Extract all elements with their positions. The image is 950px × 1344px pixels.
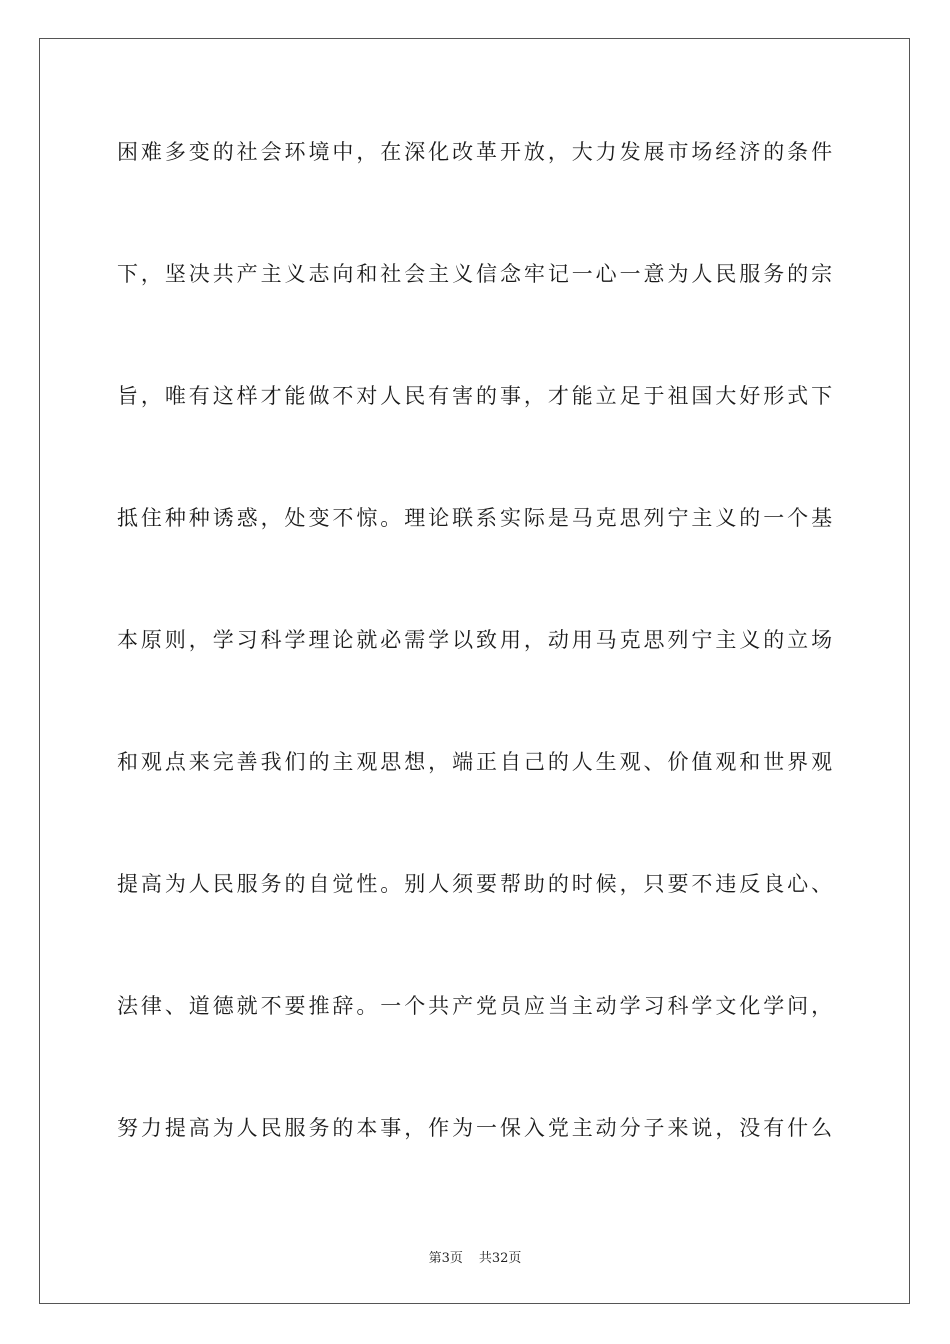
text-line: 法律、道德就不要推辞。一个共产党员应当主动学习科学文化学问，: [117, 994, 833, 1018]
text-line: 提高为人民服务的自觉性。别人须要帮助的时候，只要不违反良心、: [117, 872, 833, 896]
total-page-count: 共32页: [478, 1251, 522, 1266]
document-body: [117, 128, 833, 1226]
current-page-number: 第3页: [428, 1251, 463, 1266]
text-line: 困难多变的社会环境中，在深化改革开放，大力发展市场经济的条件: [117, 140, 833, 164]
page-footer: [0, 1247, 950, 1266]
text-line: 抵住种种诱惑，处变不惊。理论联系实际是马克思列宁主义的一个基: [117, 506, 833, 530]
text-line: 旨，唯有这样才能做不对人民有害的事，才能立足于祖国大好形式下: [117, 384, 833, 408]
text-line: 本原则，学习科学理论就必需学以致用，动用马克思列宁主义的立场: [117, 628, 833, 652]
text-line: 努力提高为人民服务的本事，作为一保入党主动分子来说，没有什么: [117, 1116, 833, 1140]
text-line: 和观点来完善我们的主观思想，端正自己的人生观、价值观和世界观: [117, 750, 833, 774]
text-line: 下，坚决共产主义志向和社会主义信念牢记一心一意为人民服务的宗: [117, 262, 833, 286]
